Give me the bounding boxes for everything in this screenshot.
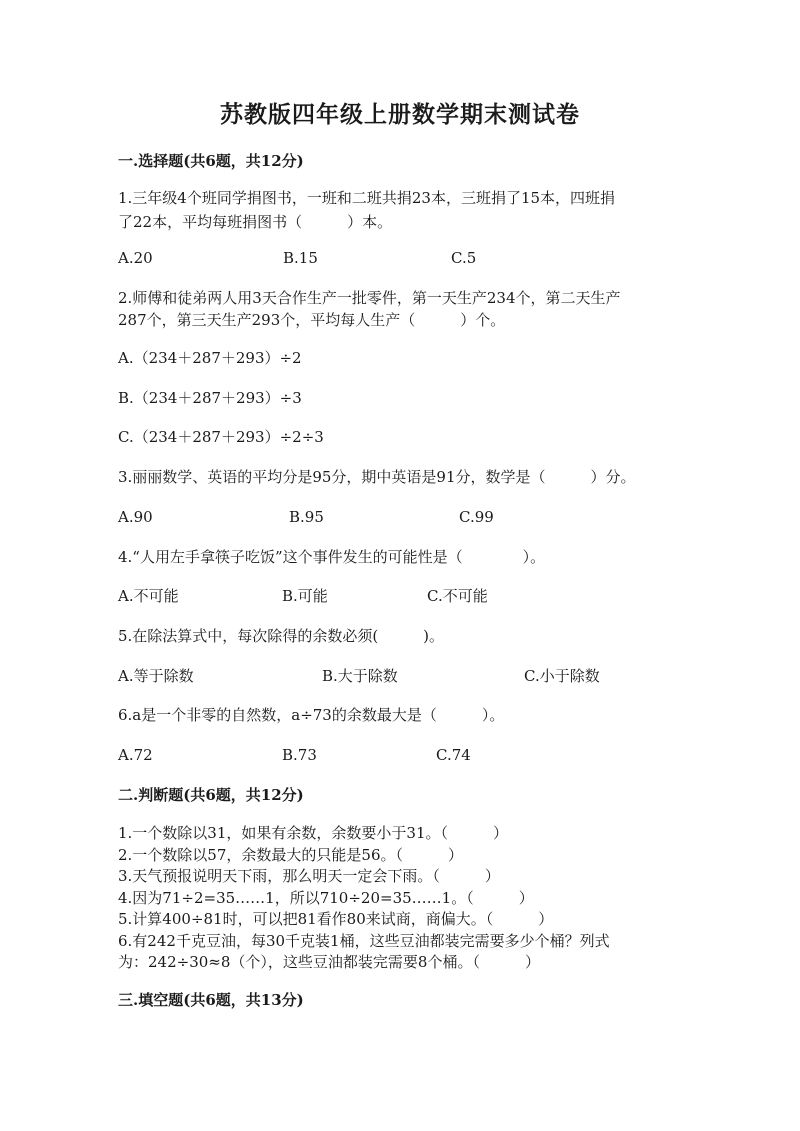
question-2-option-c: C.（234＋287＋293）÷2÷3 bbox=[118, 428, 324, 446]
section-heading-judge: 二.判断题(共6题，共12分) bbox=[118, 786, 304, 804]
section-heading-choice: 一.选择题(共6题，共12分) bbox=[118, 152, 304, 170]
question-5-option-c: C.小于除数 bbox=[524, 667, 600, 685]
judge-item-3: 3.天气预报说明天下雨，那么明天一定会下雨。（ ） bbox=[118, 867, 500, 885]
judge-item-1: 1.一个数除以31，如果有余数，余数要小于31。（ ） bbox=[118, 824, 508, 842]
question-4-option-b: B.可能 bbox=[282, 587, 328, 605]
question-6-option-b: B.73 bbox=[282, 746, 317, 764]
question-6-option-a: A.72 bbox=[118, 746, 153, 764]
question-5-option-a: A.等于除数 bbox=[118, 667, 194, 685]
question-2-option-a: A.（234＋287＋293）÷2 bbox=[118, 349, 302, 367]
question-4-option-c: C.不可能 bbox=[427, 587, 488, 605]
question-3-line-1: 3.丽丽数学、英语的平均分是95分，期中英语是91分，数学是（ ）分。 bbox=[118, 468, 636, 486]
question-2-line-2: 287个，第三天生产293个，平均每人生产（ ）个。 bbox=[118, 311, 506, 329]
judge-item-6-line-1: 6.有242千克豆油，每30千克装1桶，这些豆油都装完需要多少个桶？列式 bbox=[118, 932, 610, 950]
question-2-line-1: 2.师傅和徒弟两人用3天合作生产一批零件，第一天生产234个，第二天生产 bbox=[118, 289, 621, 307]
question-1-option-b: B.15 bbox=[283, 249, 318, 267]
question-1-option-c: C.5 bbox=[451, 249, 477, 267]
judge-item-2: 2.一个数除以57，余数最大的只能是56。（ ） bbox=[118, 846, 463, 864]
question-3-option-c: C.99 bbox=[459, 508, 494, 526]
question-6-line-1: 6.a是一个非零的自然数，a÷73的余数最大是（ ）。 bbox=[118, 706, 505, 724]
question-4-option-a: A.不可能 bbox=[118, 587, 179, 605]
question-1-line-2: 了22本，平均每班捐图书（ ）本。 bbox=[118, 213, 393, 231]
section-heading-fill: 三.填空题(共6题，共13分) bbox=[118, 991, 304, 1009]
question-5-line-1: 5.在除法算式中，每次除得的余数必须( )。 bbox=[118, 627, 445, 645]
question-3-option-b: B.95 bbox=[289, 508, 324, 526]
judge-item-5: 5.计算400÷81时，可以把81看作80来试商，商偏大。（ ） bbox=[118, 910, 554, 928]
question-5-option-b: B.大于除数 bbox=[322, 667, 398, 685]
question-1-option-a: A.20 bbox=[118, 249, 153, 267]
judge-item-4: 4.因为71÷2=35……1，所以710÷20=35……1。（ ） bbox=[118, 889, 534, 907]
question-6-option-c: C.74 bbox=[436, 746, 471, 764]
question-3-option-a: A.90 bbox=[118, 508, 153, 526]
judge-item-6-line-2: 为：242÷30≈8（个），这些豆油都装完需要8个桶。（ ） bbox=[118, 953, 540, 971]
page-title: 苏教版四年级上册数学期末测试卷 bbox=[220, 101, 580, 128]
question-2-option-b: B.（234＋287＋293）÷3 bbox=[118, 389, 302, 407]
question-4-line-1: 4.“人用左手拿筷子吃饭”这个事件发生的可能性是（ ）。 bbox=[118, 548, 546, 566]
question-1-line-1: 1.三年级4个班同学捐图书，一班和二班共捐23本，三班捐了15本，四班捐 bbox=[118, 189, 616, 207]
